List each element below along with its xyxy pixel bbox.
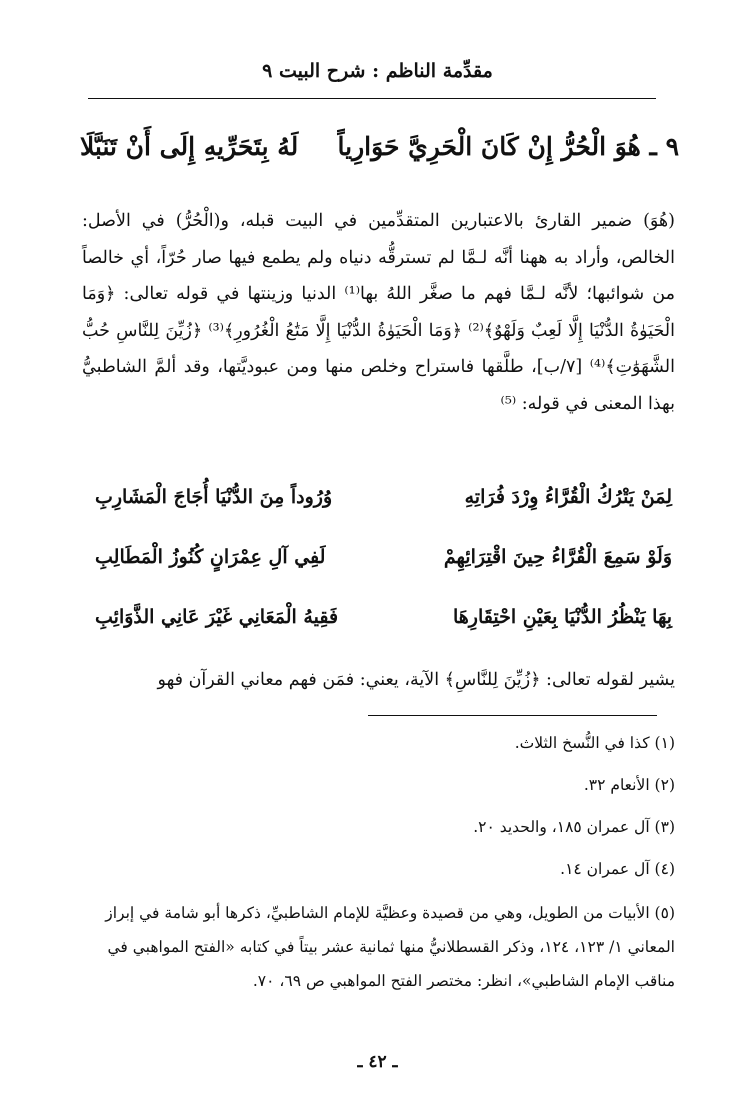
poem-second-hemistich: وُرُوداً مِنَ الدُّنْيَا أُجَاجَ الْمَشَارِبِ xyxy=(95,486,333,508)
poem-line xyxy=(95,546,672,606)
footnote-1: (١) كذا في النُّسخ الثلاث. xyxy=(514,734,675,752)
poem-first-hemistich: لِمَنْ يَتْرُكُ الْقُرَّاءُ وِرْدَ فُرَاتِهِ xyxy=(464,486,672,508)
footnote-3: (٣) آل عمران ١٨٥، والحديد ٢٠. xyxy=(473,818,675,836)
footnotes-block xyxy=(82,728,675,1010)
footnote-2: (٢) الأنعام ٣٢. xyxy=(583,776,675,794)
poem-second-hemistich: لَفِي آلِ عِمْرَانٍ كُنُوزُ الْمَطَالِبِ xyxy=(95,546,326,568)
header-divider xyxy=(88,98,656,99)
verse-first-hemistich: ٩ ـ هُوَ الْحُرُّ إِنْ كَانَ الْحَرِيَّ حَوَارِياً xyxy=(337,132,679,161)
running-title: مقدِّمة الناظم : شرح البيت ٩ xyxy=(262,60,493,82)
poem-first-hemistich: وَلَوْ سَمِعَ الْقُرَّاءُ حِينَ اقْتِرَائِهِمْ xyxy=(443,546,672,568)
poem-line xyxy=(95,486,672,546)
poem-second-hemistich: فَقِيهُ الْمَعَانِي غَيْرَ عَانِي الذَّوَائِبِ xyxy=(95,606,339,628)
verse-second-hemistich: لَهُ بِتَحَرِّيهِ إِلَى أَنْ تَنَبَّلَا xyxy=(80,132,299,161)
poem-block xyxy=(95,486,672,666)
poem-first-hemistich: بِهَا يَنْظُرُ الدُّنْيَا بِعَيْنِ احْتِقَارِهَا xyxy=(452,606,672,628)
poem-line xyxy=(95,606,672,666)
commentary-block xyxy=(82,203,675,423)
closing-line: يشير لقوله تعالى: ﴿زُيِّنَ لِلنَّاسِ﴾ الآية، يعني: فمَن فهم معاني القرآن فهو xyxy=(157,670,675,690)
footnote-4: (٤) آل عمران ١٤. xyxy=(560,860,675,878)
footnote-5: (٥) الأبيات من الطويل، وهي من قصيدة وعظيَّة للإمام الشاطبيِّ، ذكرها أبو شامة في إبراز المعاني ١/ ١٢٣، ١٢٤، وذكر القسطلانيُّ منها ثمانية عشر بيتاً في كتابه «الفتح المواهبي في مناقب الإمام الشاطبي»، انظر: مختصر الفتح المواهبي ص ٦٩، ٧٠. xyxy=(105,904,675,990)
footnote-divider xyxy=(368,715,657,716)
commentary-paragraph: (هُوَ) ضمير القارئ بالاعتبارين المتقدِّمين في البيت قبله، و(الْحُرُّ) في الأصل: الخالص، وأراد به ههنا أنَّه لـمَّا لم تسترقُّه دنياه ولم يطمع فيها صار حُرّاً، أي خالصاً من شوائبها؛ لأنَّه لـمَّا فهم ما صغَّر اللهُ بها⁽¹⁾ الدنيا وزينتها في قوله تعالى: ﴿وَمَا الْحَيَوٰةُ الدُّنْيَا إِلَّا لَعِبٌ وَلَهْوٌ﴾⁽²⁾ ﴿وَمَا الْحَيَوٰةُ الدُّنْيَا إِلَّا مَتَٰعُ الْغُرُورِ﴾⁽³⁾ ﴿زُيِّنَ لِلنَّاسِ حُبُّ الشَّهَوَٰتِ﴾⁽⁴⁾ [٧/ب]، طلَّقها فاستراح وخلص منها ومن عبوديَّتها، وقد ألمَّ الشاطبيُّ بهذا المعنى في قوله: ⁽⁵⁾ xyxy=(82,211,675,414)
page-number: ـ ٤٢ ـ xyxy=(357,1052,398,1072)
verse-line xyxy=(80,132,679,184)
